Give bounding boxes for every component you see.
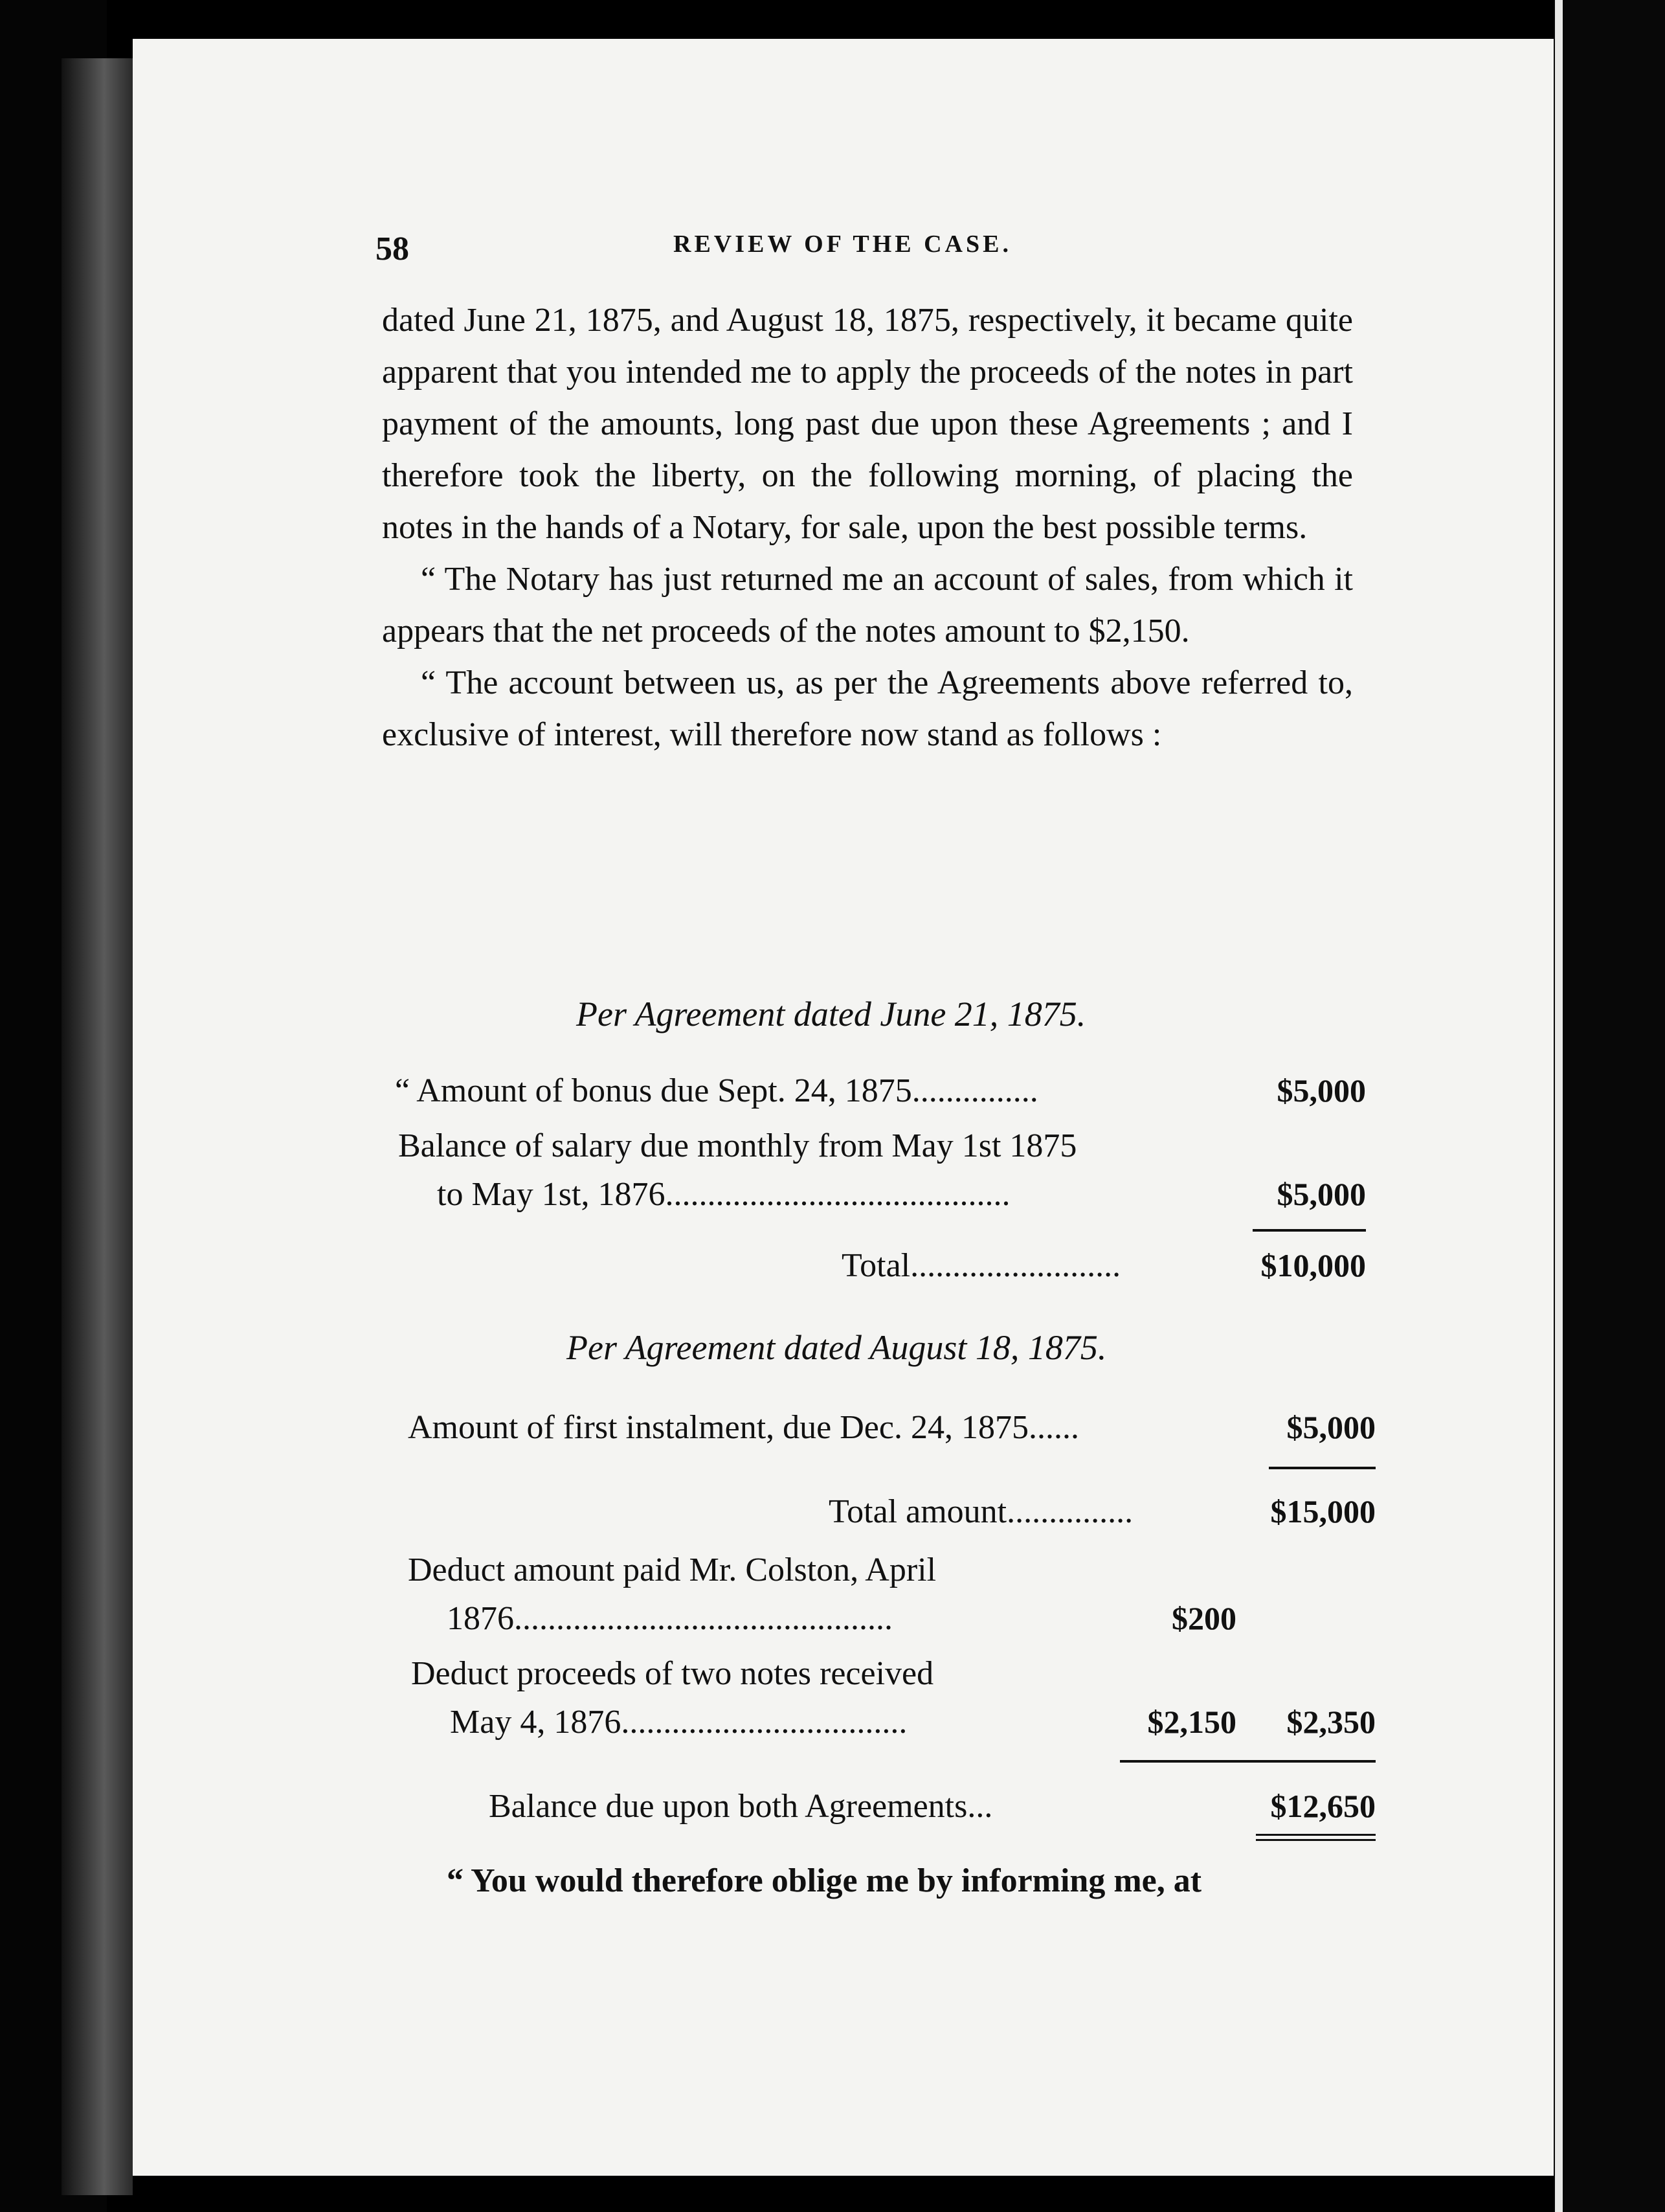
balance-amount: $12,650 [1270,1788,1376,1824]
balance-double-rule-top [1256,1834,1376,1836]
next-page-edge [1555,0,1563,2212]
instalment-label: Amount of first instalment, due Dec. 24, 1875...... [408,1409,1079,1446]
total-amount-value: $15,000 [1270,1493,1376,1529]
deduct-rule [1120,1760,1376,1763]
paragraph-2: “ The Notary has just returned me an account of sales, from which it appears that the net proceeds of the notes amount to $2,150. [382,561,1353,649]
deduct1-amount: $200 [1172,1600,1236,1636]
page-number: 58 [375,231,409,267]
subtotal-rule-1 [1253,1229,1366,1232]
running-head: REVIEW OF THE CASE. [673,231,1012,258]
instalment-amount: $5,000 [1286,1409,1376,1445]
scan-right-margin [1554,0,1665,2212]
agreement2-heading: Per Agreement dated August 18, 1875. [566,1328,1107,1367]
paragraph-3: “ The account between us, as per the Agreements above referred to, exclusive of interest, will therefore now stand as follows : [382,664,1353,753]
bonus-label: “ Amount of bonus due Sept. 24, 1875............... [395,1072,1038,1109]
balance-label: Balance due upon both Agreements... [489,1788,993,1825]
total1-amount: $10,000 [1260,1247,1366,1283]
deduct2-amount: $2,150 [1147,1704,1236,1740]
deduct-total-amount: $2,350 [1286,1704,1376,1740]
total-amount-label: Total amount............... [829,1493,1134,1530]
subtotal-rule-2 [1269,1467,1376,1469]
deduct1-label-line1: Deduct amount paid Mr. Colston, April [408,1552,937,1588]
deduct1-label-line2: 1876............................................. [447,1600,893,1637]
agreement1-heading: Per Agreement dated June 21, 1875. [576,995,1086,1033]
salary-amount: $5,000 [1277,1176,1366,1212]
book-spine [61,58,133,2195]
bonus-amount: $5,000 [1277,1072,1366,1109]
total1-label: Total......................... [842,1247,1121,1284]
deduct2-label-line1: Deduct proceeds of two notes received [411,1655,934,1692]
body-text [382,295,1353,761]
salary-label-line2: to May 1st, 1876......................................... [437,1176,1011,1213]
paragraph-1: dated June 21, 1875, and August 18, 1875, respectively, it became quite apparent that you intended me to apply the proceeds of the notes in part payment of the amounts, long past due upon these Agreements ; and I therefore took the liberty, on the following morning, of placing the notes in the hands of a Notary, for sale, upon the best possible terms. [382,302,1353,546]
closing-line: “ You would therefore oblige me by informing me, at [447,1862,1202,1899]
salary-label-line1: Balance of salary due monthly from May 1st 1875 [398,1127,1077,1164]
deduct2-label-line2: May 4, 1876.................................. [450,1704,908,1741]
balance-double-rule-bottom [1256,1839,1376,1841]
